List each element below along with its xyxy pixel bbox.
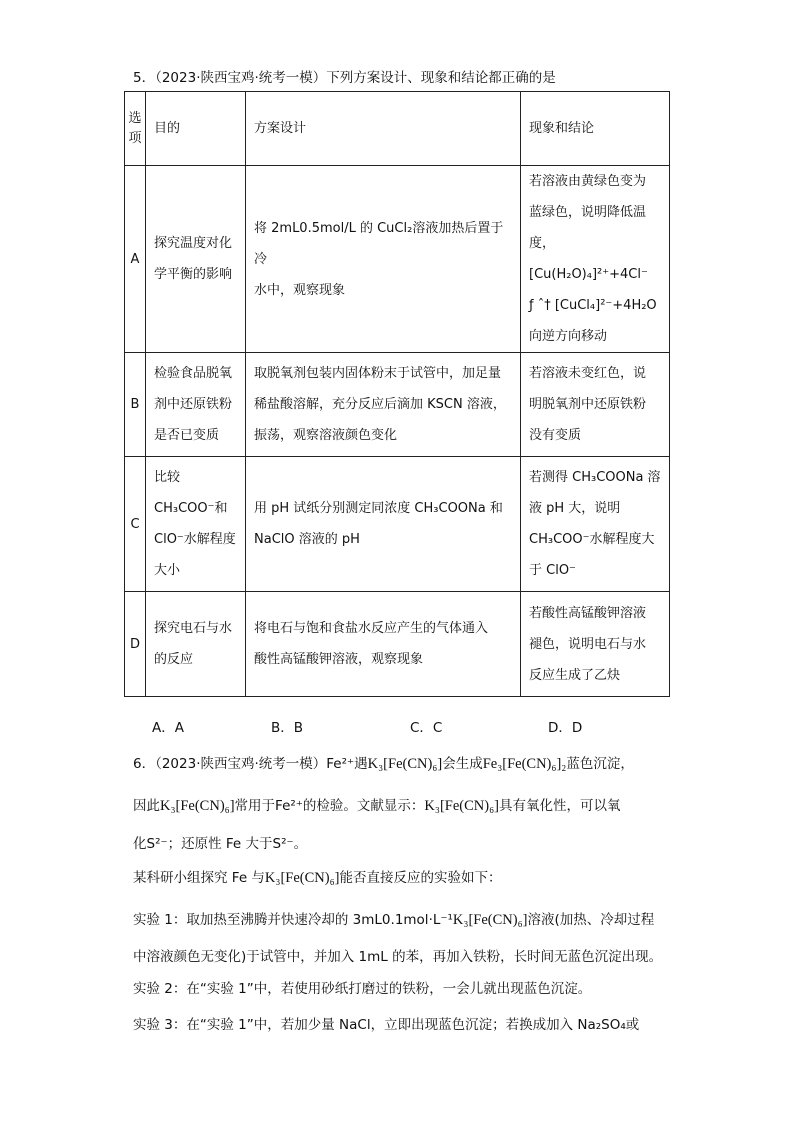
header-result: 现象和结论 bbox=[521, 92, 670, 166]
question-6-line-4: 某科研小组探究 Fe 与K₃[Fe(CN)₆]能否直接反应的实验如下： bbox=[133, 870, 502, 886]
choice-b[interactable]: B．B bbox=[271, 720, 304, 736]
row-design: 取脱氧剂包装内固体粉末于试管中，加足量 稀盐酸溶解，充分反应后滴加 KSCN 溶液， 振荡，观察溶液颜色变化 bbox=[246, 353, 521, 457]
experiment-1-line-1: 实验 1：取加热至沸腾并快速冷却的 3mL0.1mol·L⁻¹K₃[Fe(CN)₆]溶液(加热、冷却过程 bbox=[133, 912, 655, 928]
choice-c[interactable]: C．C bbox=[410, 720, 443, 736]
question-5-title: 5．（2023·陕西宝鸡·统考一模）下列方案设计、现象和结论都正确的是 bbox=[133, 70, 556, 86]
formula-k3fecn6: K₃[Fe(CN)₆] bbox=[452, 912, 528, 928]
row-option: C bbox=[125, 457, 146, 592]
table-row bbox=[125, 166, 670, 353]
header-purpose: 目的 bbox=[146, 92, 246, 166]
question-6-line-2: 因此K₃[Fe(CN)₆]常用于Fe²⁺的检验。文献显示：K₃[Fe(CN)₆]具有氧化性，可以氧 bbox=[133, 798, 621, 814]
row-purpose: 比较 CH₃COO⁻和 ClO⁻水解程度 大小 bbox=[146, 457, 246, 592]
table-header-row bbox=[125, 92, 670, 166]
question-6-line-1: 6．（2023·陕西宝鸡·统考一模）Fe²⁺遇K₃[Fe(CN)₆]会生成Fe₃[Fe(CN)₆]₂蓝色沉淀， bbox=[133, 756, 634, 772]
row-design: 用 pH 试纸分别测定同浓度 CH₃COONa 和 NaClO 溶液的 pH bbox=[246, 457, 521, 592]
header-option: 选 项 bbox=[125, 92, 146, 166]
row-result: 若酸性高锰酸钾溶液 褪色，说明电石与水 反应生成了乙炔 bbox=[521, 592, 670, 697]
choice-a[interactable]: A．A bbox=[152, 720, 184, 736]
choice-d[interactable]: D．D bbox=[548, 720, 583, 736]
experiment-1-line-2: 中溶液颜色无变化)于试管中，并加入 1mL 的苯，再加入铁粉，长时间无蓝色沉淀出现。 bbox=[133, 949, 663, 965]
table-row bbox=[125, 353, 670, 457]
formula-k3fecn6: K₃[Fe(CN)₆] bbox=[160, 798, 235, 814]
row-design: 将电石与饱和食盐水反应产生的气体通入 酸性高锰酸钾溶液，观察现象 bbox=[246, 592, 521, 697]
experiment-3: 实验 3：在“实验 1”中，若加少量 NaCl，立即出现蓝色沉淀；若换成加入 Na₂SO₄或 bbox=[133, 1017, 640, 1033]
question-6-line-3: 化S²⁻；还原性 Fe 大于S²⁻。 bbox=[133, 836, 308, 852]
row-purpose: 探究电石与水 的反应 bbox=[146, 592, 246, 697]
row-option: B bbox=[125, 353, 146, 457]
formula-k3fecn6: K₃[Fe(CN)₆] bbox=[367, 756, 443, 772]
header-design: 方案设计 bbox=[246, 92, 521, 166]
experiment-table bbox=[124, 91, 670, 697]
row-option: A bbox=[125, 166, 146, 353]
formula-k3fecn6: K₃[Fe(CN)₆] bbox=[424, 798, 499, 814]
table-row bbox=[125, 592, 670, 697]
row-purpose: 探究温度对化 学平衡的影响 bbox=[146, 166, 246, 353]
row-result: 若测得 CH₃COONa 溶 液 pH 大，说明 CH₃COO⁻水解程度大 于 ClO⁻ bbox=[521, 457, 670, 592]
row-result: 若溶液未变红色，说 明脱氧剂中还原铁粉 没有变质 bbox=[521, 353, 670, 457]
row-result: 若溶液由黄绿色变为 蓝绿色，说明降低温 度，[Cu(H₂O)₄]²⁺+4Cl⁻ ƒ ˆ† [CuCl₄]²⁻+4H₂O 向逆方向移动 bbox=[521, 166, 670, 353]
formula-fe3fecn62: Fe₃[Fe(CN)₆]₂ bbox=[482, 756, 567, 772]
table-row bbox=[125, 457, 670, 592]
row-design: 将 2mL0.5mol/L 的 CuCl₂溶液加热后置于冷 水中，观察现象 bbox=[246, 166, 521, 353]
experiment-2: 实验 2：在“实验 1”中，若使用砂纸打磨过的铁粉，一会儿就出现蓝色沉淀。 bbox=[133, 981, 592, 997]
formula-k3fecn6: K₃[Fe(CN)₆] bbox=[264, 870, 340, 886]
row-option: D bbox=[125, 592, 146, 697]
row-purpose: 检验食品脱氧 剂中还原铁粉 是否已变质 bbox=[146, 353, 246, 457]
